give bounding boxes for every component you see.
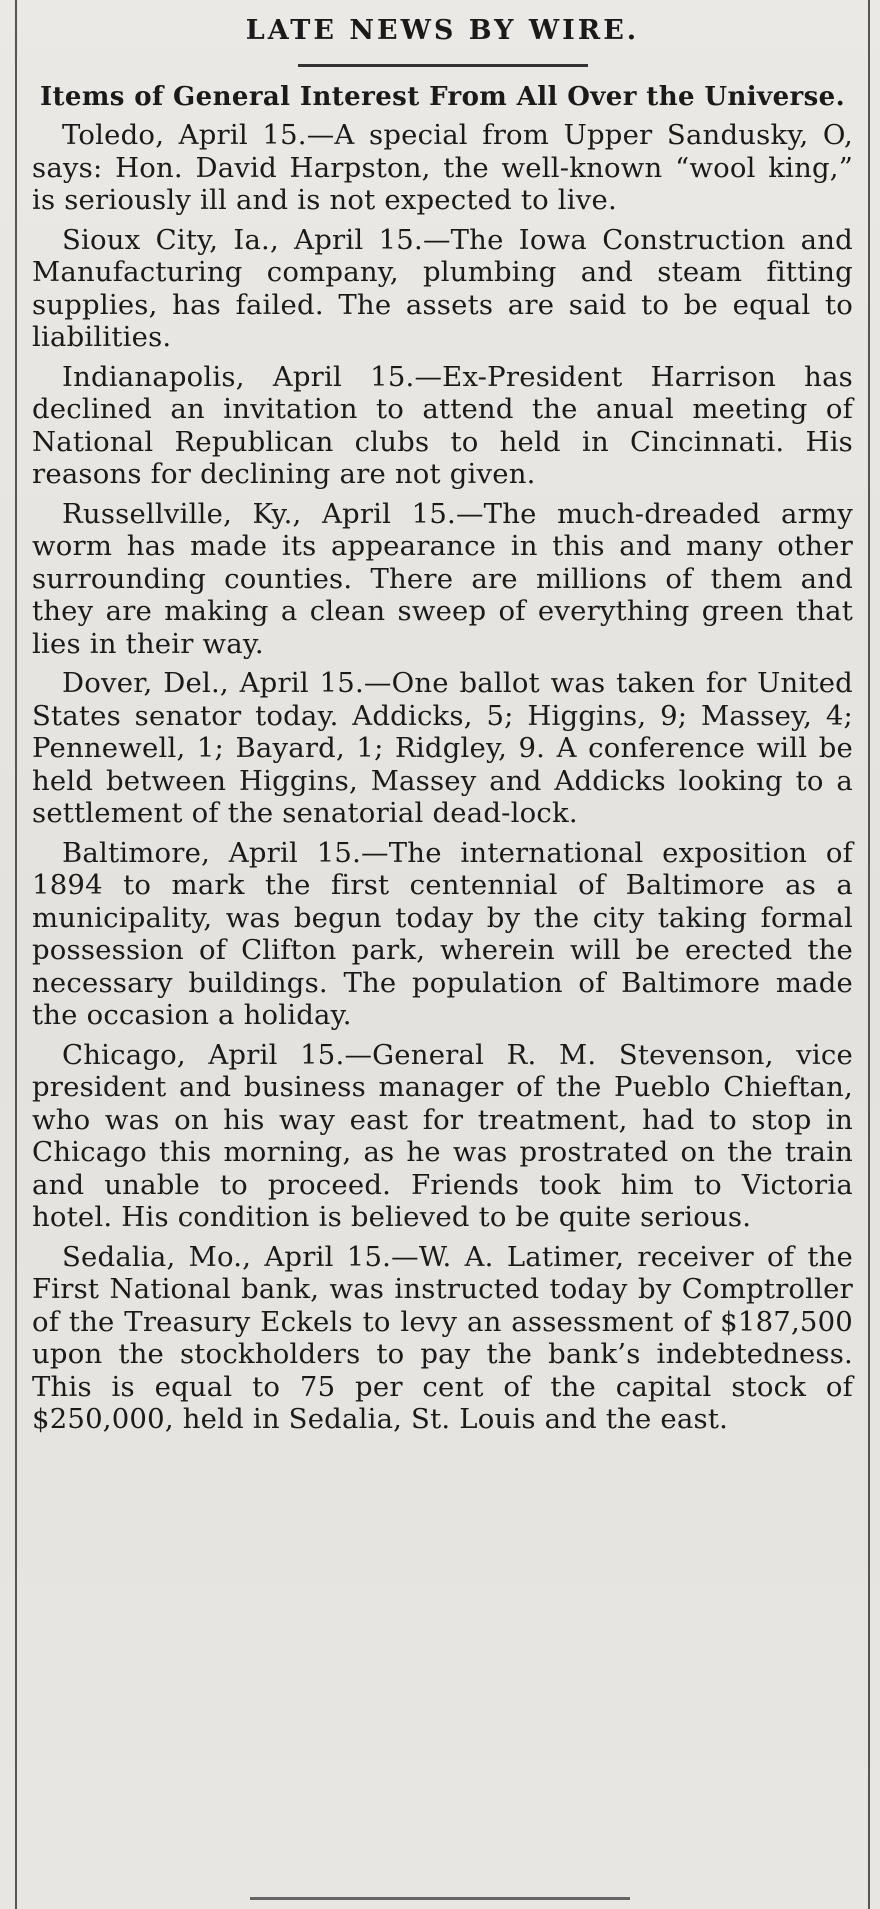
- news-item-sedalia: Sedalia, Mo., April 15.—W. A. Latimer, receiver of the First National bank, was instructed today by Comptroller of the Treasury Eckels to levy an assessment of $187,500 upon the stockholders to pay the bank’s indebtedness. This is equal to 75 per cent of the capital stock of $250,000, held in Sedalia, St. Louis and the east.: [32, 1240, 853, 1435]
- subheadline: Items of General Interest From All Over the Universe.: [39, 82, 846, 112]
- news-item-toledo: Toledo, April 15.—A special from Upper Sandusky, O, says: Hon. David Harpston, the well-known “wool king,” is seriously ill and is not expected to live.: [32, 119, 853, 216]
- news-item-chicago: Chicago, April 15.—General R. M. Stevenson, vice president and business manager of the Pueblo Chieftan, who was on his way east for treatment, had to stop in Chicago this morning, as he was prostrated on the train and unable to proceed. Friends took him to Victoria hotel. His condition is believed to be quite serious.: [32, 1038, 853, 1233]
- bottom-rule: [250, 1897, 630, 1900]
- news-item-indianapolis: Indianapolis, April 15.—Ex-President Harrison has declined an invitation to attend the anual meeting of National Republican clubs to held in Cincinnati. His reasons for declining are not given.: [32, 360, 853, 490]
- right-column-rule: [868, 0, 870, 1909]
- headline: LATE NEWS BY WIRE.: [245, 15, 640, 46]
- news-item-russellville: Russellville, Ky., April 15.—The much-dreaded army worm has made its appearance in this and many other surrounding counties. There are millions of them and they are making a clean sweep of everything green that lies in their way.: [32, 497, 853, 660]
- news-column: [32, 0, 853, 1443]
- headline-rule: [298, 64, 588, 67]
- news-item-sioux-city: Sioux City, Ia., April 15.—The Iowa Construction and Manufacturing company, plumbing and steam fitting supplies, has failed. The assets are said to be equal to liabilities.: [32, 223, 853, 353]
- news-item-baltimore: Baltimore, April 15.—The international exposition of 1894 to mark the first centennial of Baltimore as a municipality, was begun today by the city taking formal possession of Clifton park, wherein will be erected the necessary buildings. The population of Baltimore made the occasion a holiday.: [32, 836, 853, 1031]
- news-item-dover: Dover, Del., April 15.—One ballot was taken for United States senator today. Addicks, 5; Higgins, 9; Massey, 4; Pennewell, 1; Bayard, 1; Ridgley, 9. A conference will be held between Higgins, Massey and Addicks looking to a settlement of the senatorial dead-lock.: [32, 667, 853, 829]
- left-column-rule: [15, 0, 17, 1909]
